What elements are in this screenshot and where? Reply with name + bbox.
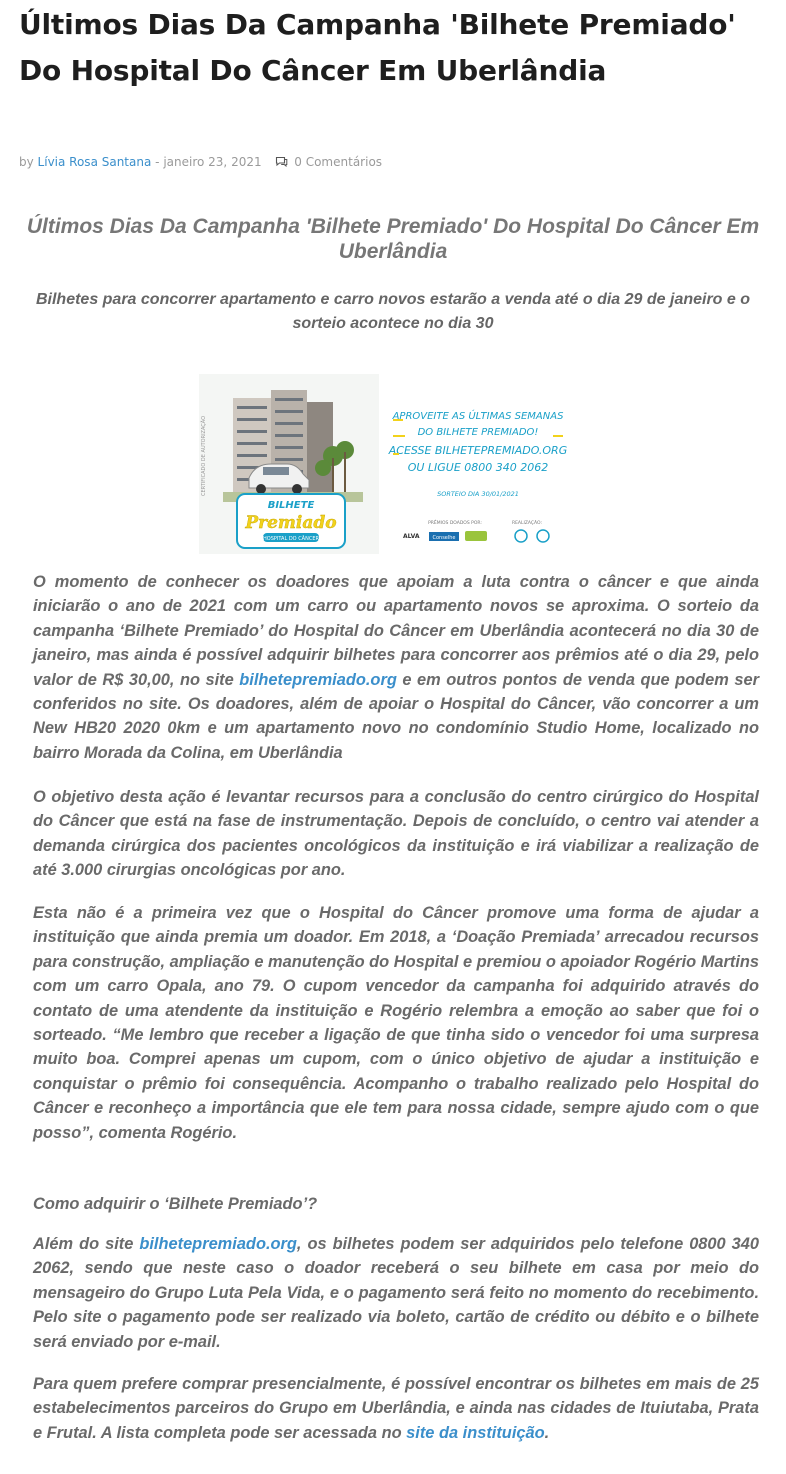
- bilhetepremiado-link-2[interactable]: bilhetepremiado.org: [139, 1235, 297, 1253]
- banner-line-2: DO BILHETE PREMIADO!: [417, 427, 539, 438]
- article-paragraph-3: Esta não é a primeira vez que o Hospital do Câncer promove uma forma de ajudar a instituição que ainda premia um doador. Em 2018, a ‘Doação Premiada’ arrecadou recursos para construção, ampliação e manutenção do Hospital e premiou o apoiador Rogério Martins com um carro Opala, ano 79. O cupom vencedor da campanha foi adquirido através do contato de uma atendente da instituição e Rogério relembra a emoção ao saber que foi o sorteado. “Me lembro que receber a ligação de que tinha sido o vencedor foi uma surpresa muito boa. Comprei apenas um cupom, com o único objetivo de ajudar a instituição e conquistar o prêmio foi consequência. Acompanho o trabalho realizado pelo Hospital do Câncer e reconheço a importância que ele tem para nossa cidade, sempre ajudo com o que posso”, comenta Rogério.: [33, 904, 759, 1142]
- comment-icon: [275, 156, 288, 167]
- article-paragraph-6: [33, 1372, 759, 1445]
- banner-line-1: APROVEITE AS ÚLTIMAS SEMANAS: [392, 411, 564, 422]
- paragraph-text: Para quem prefere comprar presencialmente, é possível encontrar os bilhetes em mais de 25 estabelecimentos parceiros do Grupo em Uberlândia, e ainda nas cidades de Ituiutaba, Prata e Frutal. A lista completa pode ser acessada no: [33, 1375, 759, 1442]
- banner-logo-main: Premiado: [245, 513, 337, 533]
- article-subheading: Bilhetes para concorrer apartamento e carro novos estarão a venda até o dia 29 de janeiro e o sorteio acontece no dia 30: [35, 291, 751, 332]
- article-paragraph-5: [33, 1232, 759, 1354]
- paragraph-text: O momento de conhecer os doadores que apoiam a luta contra o câncer e que ainda iniciarão o ano de 2021 com um carro ou apartamento novos se aproxima. O sorteio da campanha ‘Bilhete Premiado’ do Hospital do Câncer em Uberlândia acontecerá no dia 30 de janeiro, mas ainda é possível adquirir bilhetes para concorrer aos prêmios até o dia 29, pelo valor de R$ 30,00, no site: [33, 573, 759, 689]
- article-paragraph-2: O objetivo desta ação é levantar recursos para a conclusão do centro cirúrgico do Hospital do Câncer que está na fase de instrumentação. Depois de concluído, o centro vai atender a demanda cirúrgica dos pacientes oncológicos da instituição e irá viabilizar a realização de até 3.000 cirurgias oncológicas por ano.: [33, 788, 759, 880]
- svg-text:CERTIFICADO DE AUTORIZAÇÃO: CERTIFICADO DE AUTORIZAÇÃO: [201, 415, 207, 496]
- banner-sponsor-2: Conselhe: [432, 535, 456, 541]
- meta-separator: -: [155, 155, 160, 169]
- by-label: by: [19, 155, 34, 169]
- article-heading: Últimos Dias Da Campanha 'Bilhete Premiado' Do Hospital Do Câncer Em Uberlândia: [26, 215, 760, 263]
- paragraph-text: , os bilhetes podem ser adquiridos pelo telefone 0800 340 2062, sendo que neste caso o doador receberá o seu bilhete em casa por meio do mensageiro do Grupo Luta Pela Vida, e o pagamento será feito no momento do recebimento. Pelo site o pagamento pode ser realizado via boleto, cartão de crédito ou débito e o bilhete será enviado por e-mail.: [33, 1235, 760, 1351]
- banner-premios: PRÊMIOS DOADOS POR:: [428, 521, 482, 526]
- author-link[interactable]: Lívia Rosa Santana: [37, 155, 152, 169]
- banner-logo-sub: HOSPITAL DO CÂNCER: [263, 536, 319, 542]
- banner-sorteio: SORTEIO DIA 30/01/2021: [437, 490, 519, 498]
- banner-sponsor-1: ALVA: [403, 533, 420, 540]
- campaign-banner-image: [193, 346, 583, 562]
- bilhetepremiado-link[interactable]: bilhetepremiado.org: [239, 670, 397, 689]
- page-title: Últimos Dias Da Campanha 'Bilhete Premiado' Do Hospital Do Câncer Em Uberlândia: [19, 8, 736, 87]
- banner-line-4: OU LIGUE 0800 340 2062: [407, 461, 549, 474]
- banner-line-3: ACESSE BILHETEPREMIADO.ORG: [388, 444, 568, 457]
- article-section-question: Como adquirir o ‘Bilhete Premiado’?: [33, 1195, 318, 1213]
- paragraph-text: e em outros pontos de venda que podem ser conferidos no site. Os doadores, além de apoiar o Hospital do Câncer, vão concorrer a um New HB20 2020 0km e um apartamento novo no condomínio Studio Home, localizado no bairro Morada da Colina, em Uberlândia: [33, 670, 759, 762]
- article-paragraph-1: [33, 570, 759, 765]
- banner-realizacao: REALIZAÇÃO:: [511, 521, 543, 526]
- site-instituicao-link[interactable]: site da instituição: [406, 1423, 545, 1442]
- post-date: janeiro 23, 2021: [163, 155, 262, 169]
- post-meta: [19, 155, 382, 169]
- paragraph-text: .: [544, 1423, 550, 1442]
- banner-logo-top: BILHETE: [267, 500, 315, 511]
- comments-link[interactable]: 0 Comentários: [294, 155, 383, 169]
- paragraph-text: Além do site: [33, 1235, 140, 1253]
